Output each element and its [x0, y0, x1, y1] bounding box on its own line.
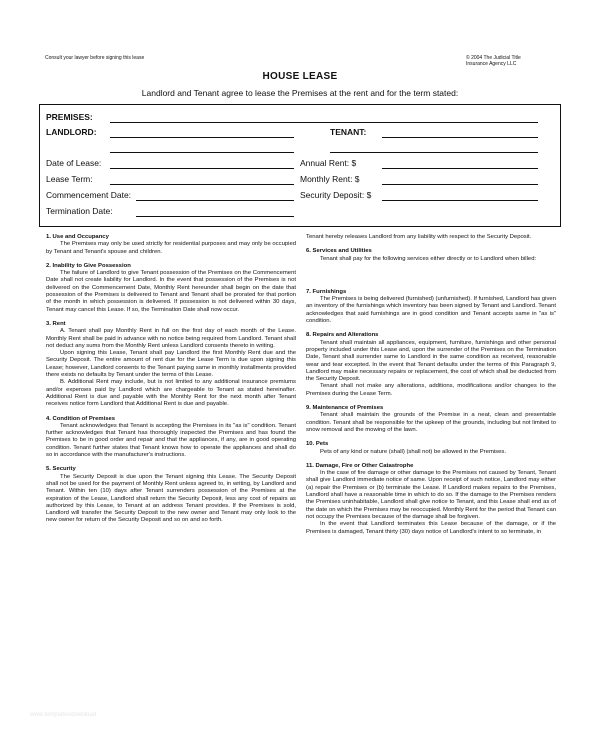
premises-label: PREMISES:	[46, 112, 93, 122]
lawyer-note: Consult your lawyer before signing this lease	[45, 55, 145, 61]
security-deposit-label: Security Deposit: $	[300, 190, 372, 200]
section-heading: 7. Furnishings	[306, 288, 347, 295]
section-paragraph: Tenant shall maintain all appliances, equipment, furniture, furnishings and other personal property included under this Lease and, upon the surrender of the Premises on the Termination Date, Tenant shall surrender same to Landlord in the same condition as received, reasonable wear and tear excepted. In the event that Tenant defaults under the terms of this Paragraph 9, Landlord may make necessary repairs or replacement, the cost of which shall be deducted from the Security Deposit.	[306, 339, 556, 383]
section-paragraph: In the case of fire damage or other damage to the Premises not caused by Tenant, Tenant shall give Landlord immediate notice of same. Upon receipt of such notice, Landlord may either (a) repair the Premises or (b) terminate the Lease. If Landlord makes repairs to the Premises, Landlord shall have a reasonable time in which to do so. If the damage to the Premises renders the Premises uninhabitable, Landlord shall give notice to Tenant, and this Lease shall end as of the date on which the Premises may be reoccupied. Monthly Rent for the period that Tenant can not occupy the Premises because of the damage shall be forgiven.	[306, 470, 556, 520]
landlord-label: LANDLORD:	[46, 127, 97, 137]
tenant-field[interactable]	[382, 137, 538, 138]
section-paragraph: The Security Deposit is due upon the Tenant signing this Lease. The Security Deposit shall not be used for the payment of Monthly Rent unless agreed to, in writing, by Landlord and Tenant. Within ten (10) days after Tenant surrenders possession of the Premises at the expiration of the Lease, Landlord shall return the Security Deposit, less any cost of repairs as authorized by this Lease, to Tenant at an address Tenant provides. If the Premises is sold, Landlord will transfer the Security Deposit to the new owner and Tenant may only look to the new owner for return of the Security Deposit and so on and so forth.	[46, 473, 296, 524]
monthly-rent-label: Monthly Rent: $	[300, 174, 360, 184]
section-heading: 2. Inability to Give Possession	[46, 262, 131, 269]
section-paragraph: Tenant shall pay for the following services either directly or to Landlord when billed:	[320, 255, 537, 262]
section-paragraph: Pets of any kind or nature (shall) (shall not) be allowed in the Premises.	[320, 448, 506, 455]
right-column	[306, 234, 556, 536]
lease-term-label: Lease Term:	[46, 174, 93, 184]
date-of-lease-label: Date of Lease:	[46, 158, 102, 168]
tenant-field-2[interactable]	[330, 152, 538, 153]
section-heading: 4. Condition of Premises	[46, 415, 116, 422]
lease-term-field[interactable]	[110, 184, 294, 185]
section-paragraph: B. Additional Rent may include, but is not limited to any additional insurance premiums and/or expenses paid by Landlord which are chargeable to Tenant as stated hereinafter. Additional Rent is due and payable with the Monthly Rent for the next month after Tenant receives notice form Landlord that Additional Rent is due and payable.	[46, 379, 296, 408]
left-column	[46, 234, 296, 525]
section-paragraph: The failure of Landlord to give Tenant possession of the Premises on the Commencement Date shall not create liability for Landlord. In the event that possession of the Premises is not delivered on the Commencement Date, Monthly Rent hereunder shall begin on the date that possession of the Premises is delivered to Tenant and Tenant shall be prorated for that portion of the month in which possession is delivered. If possession is not delivered within 30 days, Tenant may cancel this Lease. If so, the Termination Date shall now occur.	[46, 270, 296, 313]
monthly-rent-field[interactable]	[382, 184, 538, 185]
section-heading: 8. Repairs and Alterations	[306, 332, 379, 339]
section-paragraph: Tenant hereby releases Landlord from any liability with respect to the Security Deposit.	[306, 234, 532, 240]
document-subtitle: Landlord and Tenant agree to lease the Premises at the rent and for the term stated:	[141, 88, 459, 98]
faded-watermark-text: www.templatesdownload	[30, 712, 97, 718]
section-paragraph: The Premises may only be used strictly for residential purposes and may only be occupied by Tenant and Tenant's spouse and children.	[46, 241, 296, 255]
section-paragraph: In the event that Landlord terminates this Lease because of the damage, or if the Premises is damaged, Tenant thirty (30) days notice of Landlord's intent to so terminate, in	[306, 521, 556, 535]
landlord-field[interactable]	[110, 137, 294, 138]
section-heading: 3. Rent	[46, 320, 66, 327]
document-title: HOUSE LEASE	[262, 71, 338, 82]
section-paragraph: A. Tenant shall pay Monthly Rent in full on the first day of each month of the Lease. Monthly Rent shall be paid in advance with no notice being required from Landlord. Tenant shall not deduct any sums from the Monthly Rent unless Landlord consents thereto in writing.	[46, 328, 296, 349]
section-paragraph: The Premises is being delivered (furnished) (unfurnished). If furnished, Landlord has given an inventory of the furnishings which inventory has been signed by Tenant and Landlord. Tenant acknowledges that said furnishings are in good condition and Tenant accepts same in "as is" condition.	[306, 296, 556, 325]
section-heading: 11. Damage, Fire or Other Catastrophe	[306, 462, 414, 469]
section-heading: 1. Use and Occupancy	[46, 234, 109, 240]
copyright-line-2: Insurance Agency LLC	[466, 61, 517, 67]
copyright-line-1: © 2004 The Judicial Title	[466, 55, 521, 61]
section-paragraph: Tenant shall not make any alterations, additions, modifications and/or changes to the Premises during the Lease Term.	[306, 383, 556, 397]
lease-form-box	[39, 104, 561, 227]
premises-field[interactable]	[110, 122, 538, 123]
section-heading: 10. Pets	[306, 441, 329, 448]
section-paragraph: Tenant shall maintain the grounds of the Premise in a neat, clean and presentable condition. Tenant shall be responsible for the upkeep of the grounds, including but not limited to snow removal and the mowing of the lawn.	[306, 412, 556, 433]
section-paragraph: Tenant acknowledges that Tenant is accepting the Premises in its "as is" condition. Tenant further acknowledges that Tenant has thoroughly inspected the Premises and has found the Premises to be in good order and repair and that the appliances, if any, are in good operating condition. Tenant further states that Tenant knows how to operate the appliances and shall do so in accordance with the manufacturer's instructions.	[46, 422, 296, 459]
annual-rent-field[interactable]	[382, 168, 538, 169]
landlord-field-2[interactable]	[110, 152, 294, 153]
tenant-label: TENANT:	[330, 127, 367, 137]
section-paragraph: Upon signing this Lease, Tenant shall pay Landlord the first Monthly Rent due and the Security Deposit. The entire amount of rent due for the Lease Term is due upon signing this Lease; however, Landlord consents to the Tenant paying same in monthly installments provided there exists no defaults by Tenant under the terms of this Lease.	[46, 350, 296, 379]
security-deposit-field[interactable]	[382, 200, 538, 201]
section-heading: 6. Services and Utilities	[306, 248, 372, 255]
termination-date-label: Termination Date:	[46, 206, 113, 216]
commencement-date-field[interactable]	[136, 200, 294, 201]
section-heading: 5. Security	[46, 466, 76, 473]
termination-date-field[interactable]	[136, 216, 294, 217]
date-of-lease-field[interactable]	[110, 168, 294, 169]
section-heading: 9. Maintenance of Premises	[306, 405, 384, 412]
commencement-date-label: Commencement Date:	[46, 190, 132, 200]
annual-rent-label: Annual Rent: $	[300, 158, 357, 168]
copyright-note	[466, 55, 576, 67]
